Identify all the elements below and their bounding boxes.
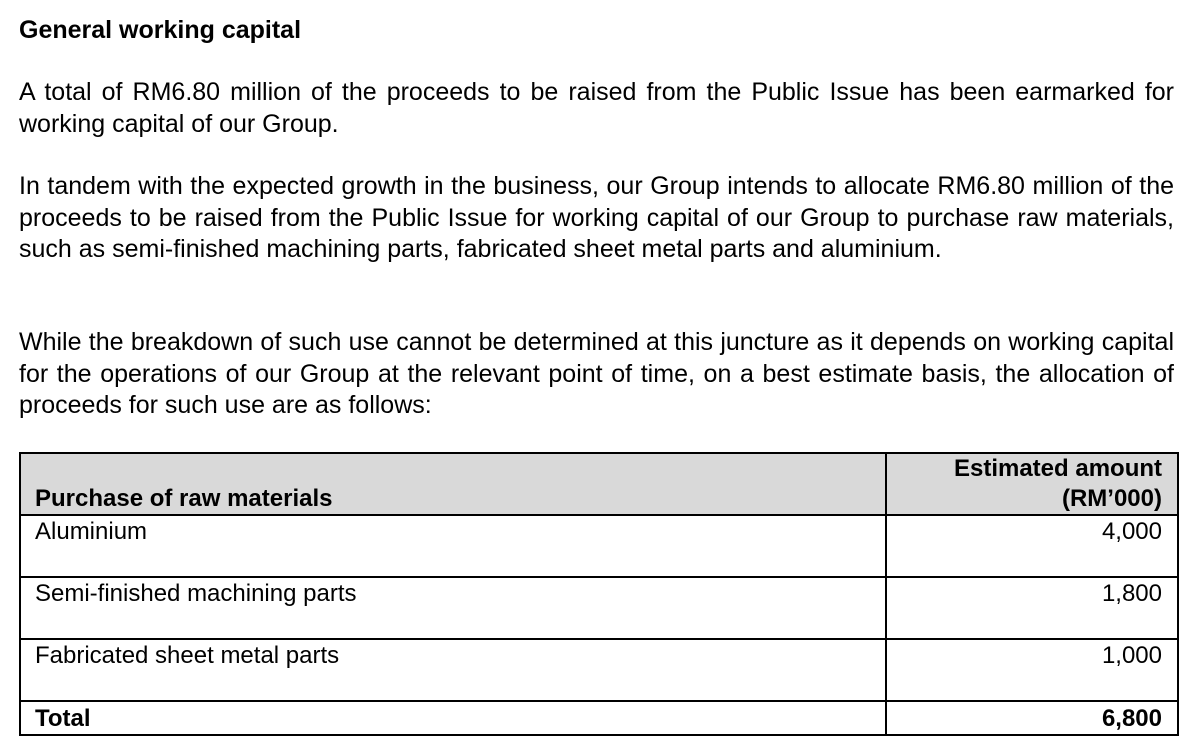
row-amount: 1,800	[886, 577, 1179, 639]
section-heading: General working capital	[19, 16, 302, 44]
total-label: Total	[20, 701, 886, 735]
paragraph-breakdown: While the breakdown of such use cannot be determined at this juncture as it depends on working capital for the operations of our Group at the relevant point of time, on a best estimate basis, the allocation of proceeds for such use are as follows:	[19, 328, 1174, 419]
table-row	[20, 639, 1178, 701]
row-item: Aluminium	[20, 515, 886, 577]
allocation-table	[19, 452, 1179, 736]
row-item: Fabricated sheet metal parts	[20, 639, 886, 701]
row-amount: 1,000	[886, 639, 1179, 701]
table-row	[20, 515, 1178, 577]
table-row	[20, 577, 1178, 639]
total-amount: 6,800	[886, 701, 1179, 735]
row-amount: 4,000	[886, 515, 1179, 577]
header-amount	[886, 453, 1179, 515]
header-item: Purchase of raw materials	[20, 453, 886, 515]
header-amount-line1: Estimated amount	[953, 455, 1162, 482]
row-item: Semi-finished machining parts	[20, 577, 886, 639]
table-header-row	[20, 453, 1178, 515]
header-amount-line2: (RM’000)	[1061, 485, 1162, 512]
paragraph-allocation: In tandem with the expected growth in the business, our Group intends to allocate RM6.80 million of the proceeds to be raised from the Public Issue for working capital of our Group to purchase raw materials, such as semi-finished machining parts, fabricated sheet metal parts and aluminium.	[19, 172, 1174, 263]
paragraph-earmarked: A total of RM6.80 million of the proceeds to be raised from the Public Issue has been earmarked for working capital of our Group.	[19, 78, 1174, 138]
total-row	[20, 701, 1178, 735]
